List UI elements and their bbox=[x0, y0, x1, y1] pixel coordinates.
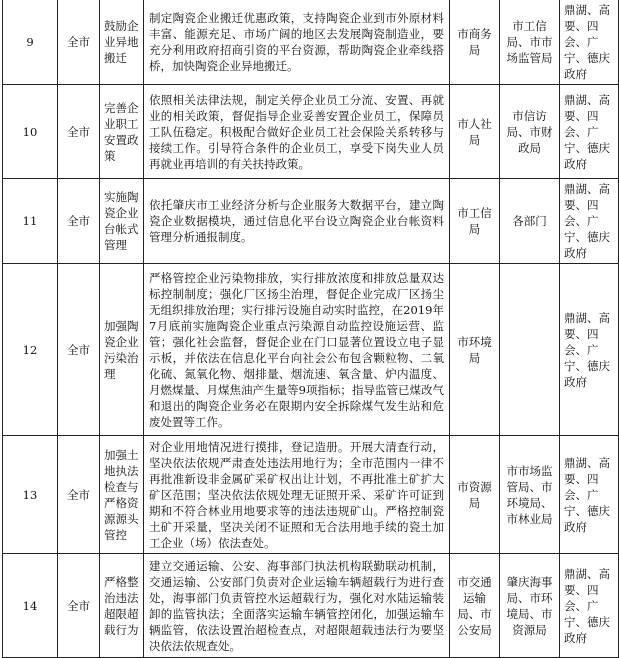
row-number: 14 bbox=[3, 554, 58, 658]
row-number: 9 bbox=[3, 0, 58, 85]
row-number: 10 bbox=[3, 85, 58, 179]
row-task: 严格整治违法超限超载行为 bbox=[100, 554, 144, 658]
row-lead-unit: 市交通运输局、市公安局 bbox=[450, 554, 500, 658]
table-row bbox=[3, 0, 619, 85]
row-measure: 制定陶瓷企业搬迁优惠政策，支持陶瓷企业到市外原材料丰富、能源充足、市场广阔的地区去发展陶瓷制造业，要充分利用政府招商引资的平台资源，帮助陶瓷企业牵线搭桥，加快陶瓷企业异地搬迁。 bbox=[144, 0, 450, 85]
row-scope: 全市 bbox=[58, 0, 100, 85]
row-number: 13 bbox=[3, 436, 58, 554]
row-responsible-unit: 鼎湖、高要、四会、广宁、德庆政府 bbox=[560, 85, 619, 179]
row-coop-unit bbox=[500, 264, 560, 436]
row-number: 12 bbox=[3, 264, 58, 436]
row-coop-unit: 市市场监管局、市环境局、市林业局 bbox=[500, 436, 560, 554]
row-coop-unit: 市信访局、市财政局 bbox=[500, 85, 560, 179]
row-responsible-unit: 鼎湖、高要、四会、广宁、德庆政府 bbox=[560, 0, 619, 85]
row-measure: 对企业用地情况进行摸排，登记造册。开展大清查行动，坚决依法依规严肃查处违法用地行为；全市范围内一律不再批准新设非金属矿采矿权出让计划，不再批准土矿扩大矿区范围；坚决依法依规处理无证照开采、采矿许可证到期和不符合林业用地要求等的违法违规矿山。严格控制瓷土矿开采量，坚决关闭不证照和无合法用地手续的瓷土加工企业（场）依法查处。 bbox=[144, 436, 450, 554]
row-responsible-unit: 鼎湖、高要、四会、广宁、德庆政府 bbox=[560, 264, 619, 436]
row-lead-unit: 市资源局 bbox=[450, 436, 500, 554]
table-row bbox=[3, 554, 619, 658]
row-scope: 全市 bbox=[58, 179, 100, 264]
row-measure: 依托肇庆市工业经济分析与企业服务大数据平台，建立陶瓷企业数据模块，通过信息化平台设立陶瓷企业台帐资料管理分析通报制度。 bbox=[144, 179, 450, 264]
row-lead-unit: 市人社局 bbox=[450, 85, 500, 179]
row-scope: 全市 bbox=[58, 436, 100, 554]
row-coop-unit: 各部门 bbox=[500, 179, 560, 264]
row-lead-unit: 市环境局 bbox=[450, 264, 500, 436]
measures-table bbox=[2, 0, 619, 658]
row-scope: 全市 bbox=[58, 554, 100, 658]
table-row bbox=[3, 179, 619, 264]
row-number: 11 bbox=[3, 179, 58, 264]
row-measure: 依照相关法律法规，制定关停企业员工分流、安置、再就业的相关政策，督促指导企业妥善安置企业员工，保障员工队伍稳定。积极配合做好企业员工社会保险关系转移与接续工作。引导符合条件的企业员工，享受下岗失业人员再就业再培训的有关扶持政策。 bbox=[144, 85, 450, 179]
table-row bbox=[3, 85, 619, 179]
row-lead-unit: 市商务局 bbox=[450, 0, 500, 85]
table-row bbox=[3, 264, 619, 436]
row-responsible-unit: 鼎湖、高要、四会、广宁、德庆政府 bbox=[560, 554, 619, 658]
row-measure: 建立交通运输、公安、海事部门执法机构联勤联动机制，交通运输、公安部门负责对企业运输车辆超载行为进行查处，海事部门负责管控水运超载行为，强化对水陆运输装卸的监管执法；全面落实运输车辆管控闭化，加强运输车辆监管，依法设置治超检查点，对超限超载违法行为要坚决依法依规查处。 bbox=[144, 554, 450, 658]
row-task: 实施陶瓷企业台帐式管理 bbox=[100, 179, 144, 264]
row-lead-unit: 市工信局 bbox=[450, 179, 500, 264]
row-task: 完善企业职工安置政策 bbox=[100, 85, 144, 179]
row-task: 加强陶瓷企业污染治理 bbox=[100, 264, 144, 436]
row-scope: 全市 bbox=[58, 264, 100, 436]
table-row bbox=[3, 436, 619, 554]
row-task: 加强土地执法检查与严格资源源头管控 bbox=[100, 436, 144, 554]
row-coop-unit: 市工信局、市市场监管局 bbox=[500, 0, 560, 85]
row-scope: 全市 bbox=[58, 85, 100, 179]
row-coop-unit: 肇庆海事局、市环境局、市资源局 bbox=[500, 554, 560, 658]
row-responsible-unit: 鼎湖、高要、四会、广宁、德庆政府 bbox=[560, 436, 619, 554]
row-measure: 严格管控企业污染物排放，实行排放浓度和排放总量双达标控制制度；强化厂区扬尘治理，督促企业完成厂区扬尘无组织排放治理；实行排污设施自动实时监控，在2019年7月底前实施陶瓷企业重点污染源自动监控设施运营、监管；强化社会监督，督促企业在门口显著位置设立电子显示板，并依法在信息化平台向社会公布包含颗粒物、二氧化硫、氮氧化物、烟排量、烟流速、氧含量、炉内温度、月燃煤量、月煤焦油产生量等9项指标；指导监管已煤改气和退出的陶瓷企业务必在限期内安全拆除煤气发生站和危废处置等工作。 bbox=[144, 264, 450, 436]
row-task: 鼓励企业异地搬迁 bbox=[100, 0, 144, 85]
row-responsible-unit: 鼎湖、高要、四会、广宁、德庆政府 bbox=[560, 179, 619, 264]
